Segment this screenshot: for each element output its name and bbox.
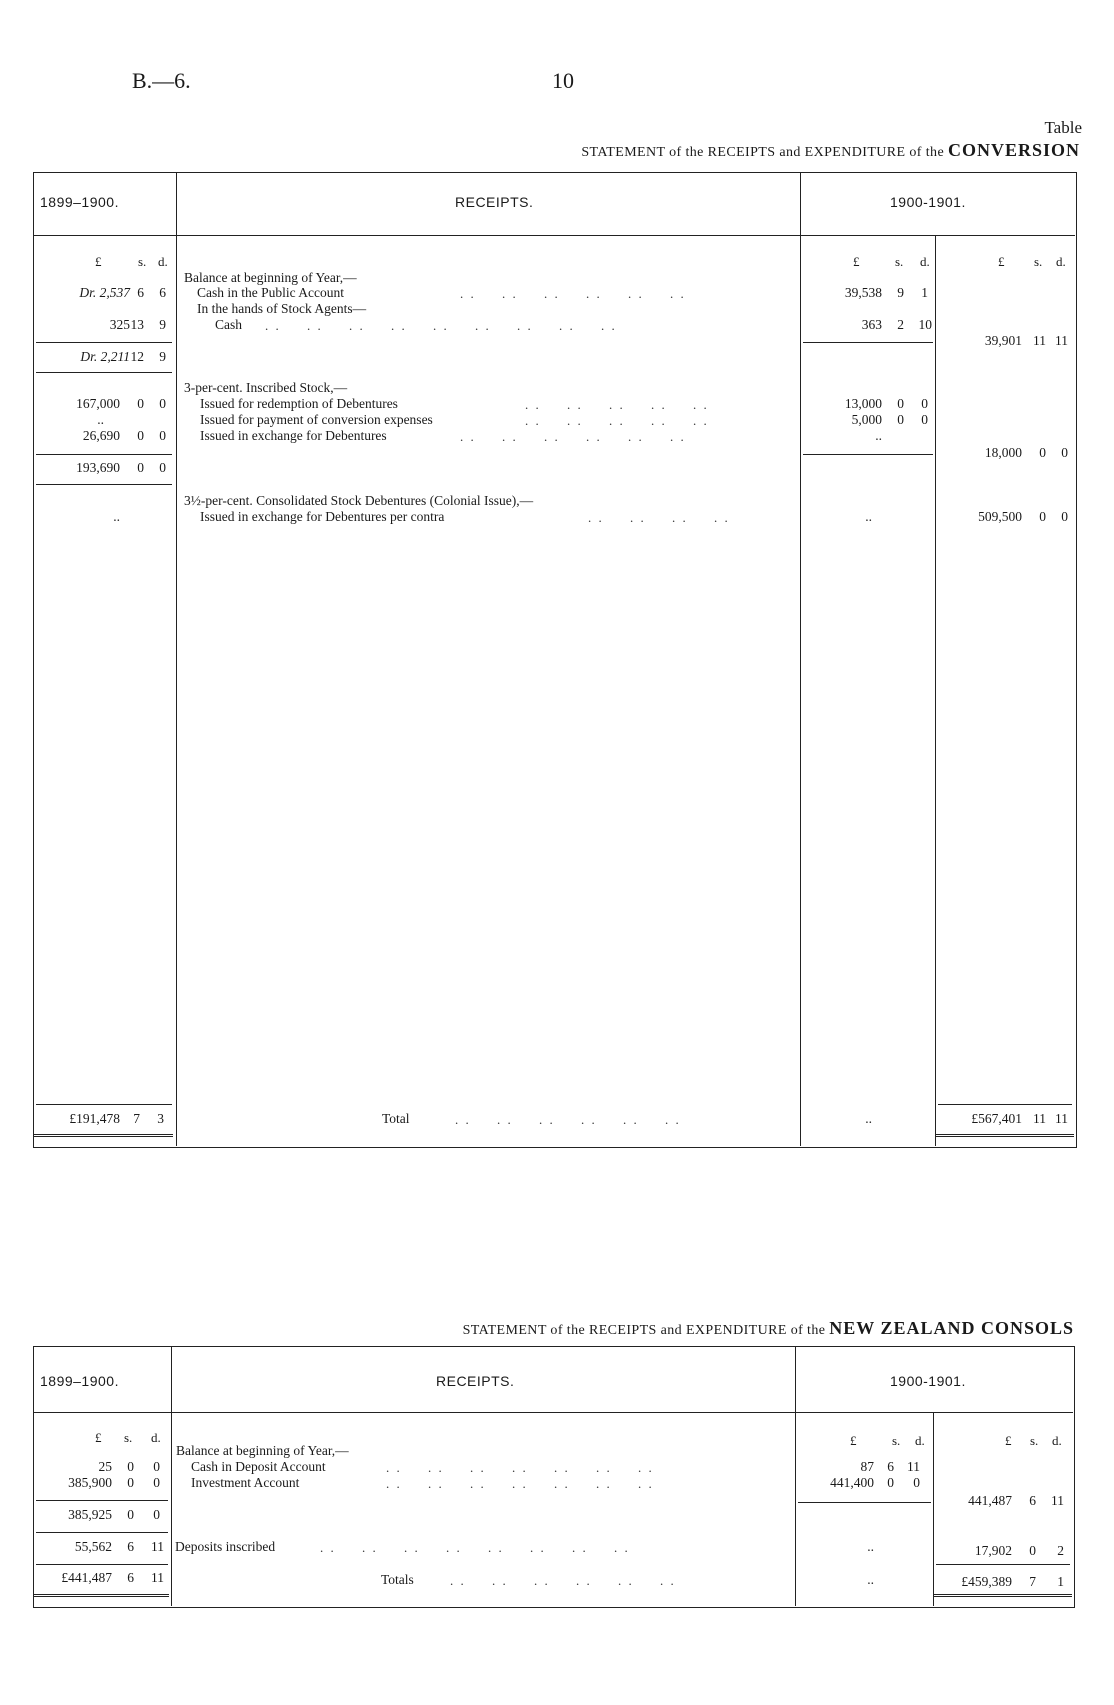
grand-total-rule [938,1104,1072,1105]
prev-subtotal-rule [36,484,172,485]
unit-shilling: s. [124,1430,133,1445]
prev-25: 25 [98,1459,112,1474]
prev-385925-s: 0 [127,1507,134,1522]
prev-26690-d: 0 [159,428,166,443]
cash-public-account-label: Cash in the Public Account [197,285,344,300]
unit-pence: d. [158,254,168,269]
consols-header-rule [33,1412,1073,1413]
prev-385925-d: 0 [153,1507,160,1522]
prev-385900-d: 0 [153,1475,160,1490]
prev-subtotal-rule [36,372,172,373]
unit-shilling: s. [892,1433,901,1448]
curr-subtotal-rule [803,454,933,455]
unit-pound: £ [850,1433,857,1448]
conversion-col-divider-3 [935,235,936,1146]
conversion-col-prev: 1899–1900. [40,194,119,210]
unit-shilling: s. [1030,1433,1039,1448]
total-509500-d: 0 [1061,509,1068,524]
prev-193690: 193,690 [76,460,120,475]
unit-shilling: s. [1034,254,1043,269]
prev-dr-balance-s: 6 [137,285,144,300]
curr-subtotal-rule [803,342,933,343]
conversion-col-receipts: RECEIPTS. [455,194,534,210]
inscribed-heading: 3-per-cent. Inscribed Stock,— [184,380,348,395]
prev-total: £441,487 [61,1570,112,1585]
total-441487: 441,487 [968,1493,1012,1508]
prev-26690: 26,690 [82,428,120,443]
total-18000: 18,000 [984,445,1022,460]
curr-consolidated-nil: .. [865,509,872,524]
curr-cash: 363 [861,317,882,332]
consols-balance-heading: Balance at beginning of Year,— [176,1443,349,1458]
deposits-inscribed-label: Deposits inscribed [175,1539,276,1554]
curr-cash-public-s: 9 [897,285,904,300]
unit-pence: d. [151,1430,161,1445]
prev-dr-net [40,349,130,365]
conversion-header-rule [33,235,1075,236]
prev-total-s: 7 [133,1111,140,1126]
grand-total-double-rule [936,1134,1074,1137]
page-number: 10 [552,68,574,93]
curr-totals-nil: .. [867,1572,874,1587]
consols-title-bold: NEW ZEALAND CONSOLS [829,1318,1074,1338]
unit-pound: £ [95,1430,102,1445]
total-label: Total [382,1111,410,1126]
total-441487-d: 11 [1051,1493,1064,1508]
prev-dr-net-s: 12 [130,349,144,364]
consols-col-receipts: RECEIPTS. [436,1373,515,1389]
leader-dots: . . . . . . . . . . [525,397,709,412]
unit-pence: d. [915,1433,925,1448]
prev-55562-d: 11 [151,1539,164,1554]
prev-total-s: 6 [127,1570,134,1585]
prev-total-d: 11 [151,1570,164,1585]
unit-pound: £ [1005,1433,1012,1448]
grand-total-rule [936,1564,1070,1565]
total-balance: 39,901 [984,333,1022,348]
grand-total-s: 11 [1033,1111,1046,1126]
prev-total: £191,478 [69,1111,120,1126]
prev-25-d: 0 [153,1459,160,1474]
prev-dr-balance-value: Dr. 2,537 [79,285,130,300]
curr-nil: .. [875,428,882,443]
total-509500: 509,500 [978,509,1022,524]
grand-total: £567,401 [971,1111,1022,1126]
total-18000-s: 0 [1039,445,1046,460]
curr-total-nil: .. [865,1111,872,1126]
unit-shilling: s. [138,254,147,269]
total-441487-s: 6 [1029,1493,1036,1508]
prev-subtotal-rule [36,342,172,343]
leader-dots: . . . . . . . . . . . . . . . . [320,1540,630,1555]
prev-385925: 385,925 [68,1507,112,1522]
consols-title [463,1318,1074,1339]
prev-total-rule [36,1104,172,1105]
issued-payment-label: Issued for payment of conversion expenses [200,412,433,427]
leader-dots: . . . . . . . . . . . . . . [386,1476,654,1491]
grand-total-d: 1 [1057,1574,1064,1589]
issued-per-contra-label: Issued in exchange for Debentures per contra [200,509,445,524]
prev-dr-net-value: Dr. 2,211 [80,349,130,364]
curr-441400: 441,400 [830,1475,874,1490]
prev-167000-d: 0 [159,396,166,411]
prev-total-double-rule [33,1594,169,1597]
conversion-col-divider-1 [176,172,177,1146]
curr-441400-s: 0 [887,1475,894,1490]
grand-total-d: 11 [1055,1111,1068,1126]
curr-87-d: 11 [907,1459,920,1474]
prev-consolidated-nil: .. [113,509,120,524]
prev-total-d: 3 [157,1111,164,1126]
curr-87: 87 [860,1459,874,1474]
prev-385900-s: 0 [127,1475,134,1490]
prev-167000: 167,000 [76,396,120,411]
consols-col-divider-2 [795,1346,796,1606]
prev-193690-s: 0 [137,460,144,475]
prev-385900: 385,900 [68,1475,112,1490]
consolidated-heading: 3½-per-cent. Consolidated Stock Debentures (Colonial Issue),— [184,493,534,508]
balance-heading: Balance at beginning of Year,— [184,270,357,285]
curr-5000: 5,000 [851,412,882,427]
cash-deposit-label: Cash in Deposit Account [191,1459,326,1474]
curr-cash-d: 10 [918,317,932,332]
curr-13000-d: 0 [921,396,928,411]
total-17902: 17,902 [974,1543,1012,1558]
issued-redemption-label: Issued for redemption of Debentures [200,396,398,411]
unit-shilling: s. [895,254,904,269]
consols-col-prev: 1899–1900. [40,1373,119,1389]
curr-cash-public-d: 1 [921,285,928,300]
conversion-title-bold: CONVERSION [947,140,1080,160]
cash-label: Cash [215,317,242,332]
prev-dr-net-d: 9 [159,349,166,364]
prev-total-double-rule [33,1134,173,1137]
curr-5000-s: 0 [897,412,904,427]
prev-167000-s: 0 [137,396,144,411]
prev-total-rule [36,1564,168,1565]
total-balance-s: 11 [1033,333,1046,348]
conversion-title [581,140,1080,161]
total-18000-d: 0 [1061,445,1068,460]
prev-55562: 55,562 [74,1539,112,1554]
prev-193690-d: 0 [159,460,166,475]
curr-5000-d: 0 [921,412,928,427]
leader-dots: . . . . . . . . . . [525,413,709,428]
prev-26690-s: 0 [137,428,144,443]
unit-pound: £ [853,254,860,269]
prev-325-s: 13 [130,317,144,332]
curr-cash-public: 39,538 [844,285,882,300]
total-509500-s: 0 [1039,509,1046,524]
prev-325-d: 9 [159,317,166,332]
grand-total-double-rule [934,1594,1072,1597]
leader-dots: . . . . . . . . . . . . . . . . . . [265,318,617,333]
total-17902-s: 0 [1029,1543,1036,1558]
consols-col-divider-3 [933,1412,934,1606]
unit-pence: d. [1052,1433,1062,1448]
curr-deposits-nil: .. [867,1539,874,1554]
curr-13000-s: 0 [897,396,904,411]
unit-pence: d. [1056,254,1066,269]
prev-nil: .. [97,412,104,427]
unit-pence: d. [920,254,930,269]
document-code: B.—6. [132,68,191,93]
curr-87-s: 6 [887,1459,894,1474]
total-balance-d: 11 [1055,333,1068,348]
consols-title-prefix: STATEMENT of the RECEIPTS and EXPENDITURE of the [462,1323,826,1338]
unit-pound: £ [95,254,102,269]
prev-25-s: 0 [127,1459,134,1474]
grand-total-s: 7 [1029,1574,1036,1589]
grand-total: £459,389 [961,1574,1012,1589]
totals-label: Totals [381,1572,414,1587]
curr-13000: 13,000 [844,396,882,411]
table-label: Table [1044,118,1082,137]
leader-dots: . . . . . . . . . . . . . . [386,1460,654,1475]
curr-cash-s: 2 [897,317,904,332]
leader-dots: . . . . . . . . . . . . [455,1112,681,1127]
prev-subtotal-rule [36,1500,168,1501]
prev-325: 325 [109,317,130,332]
stock-agents-label: In the hands of Stock Agents— [197,301,367,316]
unit-pound: £ [998,254,1005,269]
prev-subtotal-rule [36,454,172,455]
conversion-col-curr: 1900-1901. [890,194,966,210]
curr-441400-d: 0 [913,1475,920,1490]
issued-exchange-label: Issued in exchange for Debentures [200,428,387,443]
investment-account-label: Investment Account [191,1475,300,1490]
leader-dots: . . . . . . . . . . . . [460,429,686,444]
prev-subtotal-rule [36,1532,168,1533]
leader-dots: . . . . . . . . . . . . [460,286,686,301]
consols-col-divider-1 [171,1346,172,1606]
consols-col-curr: 1900-1901. [890,1373,966,1389]
conversion-title-prefix: STATEMENT of the RECEIPTS and EXPENDITURE of the [581,145,945,160]
prev-dr-balance [40,285,130,301]
leader-dots: . . . . . . . . [588,510,730,525]
leader-dots: . . . . . . . . . . . . [450,1573,676,1588]
total-17902-d: 2 [1057,1543,1064,1558]
prev-dr-balance-d: 6 [159,285,166,300]
prev-55562-s: 6 [127,1539,134,1554]
curr-subtotal-rule [798,1502,931,1503]
